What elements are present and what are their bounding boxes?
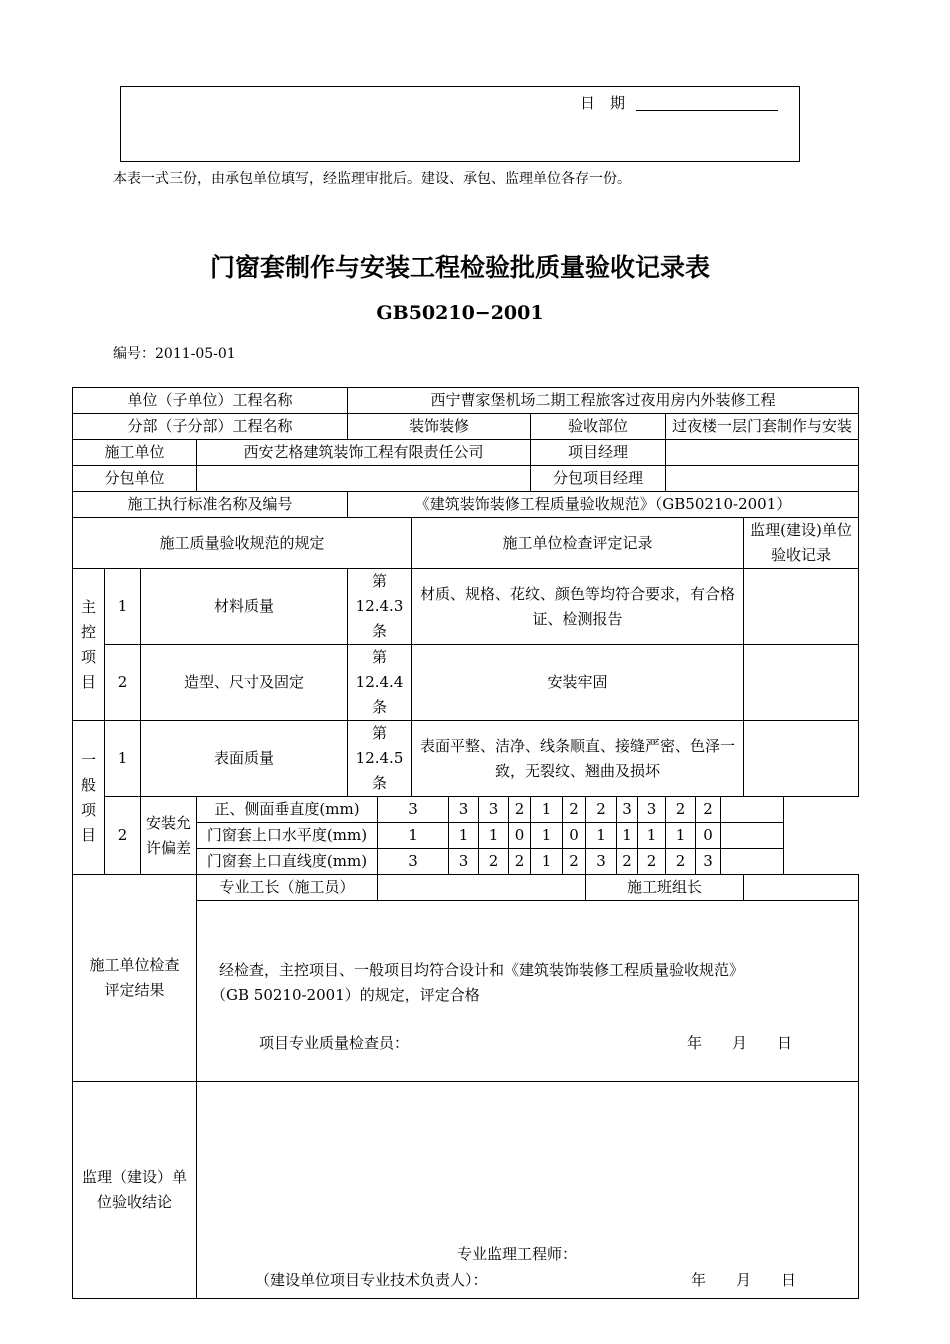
measured-value: 3 (449, 849, 479, 875)
measured-value: 1 (449, 823, 479, 849)
measured-value: 2 (617, 849, 638, 875)
form-number: 编号：2011-05-01 (113, 346, 236, 362)
top-signature-box (120, 86, 800, 162)
measured-value: 1 (531, 823, 563, 849)
measured-value: 1 (638, 823, 666, 849)
result-content (197, 901, 859, 1082)
tolerance-supervision (721, 849, 784, 875)
std-label: 施工执行标准名称及编号 (73, 492, 348, 518)
measured-value: 1 (531, 849, 563, 875)
tolerance-supervision (721, 797, 784, 823)
measured-value: 3 (696, 849, 721, 875)
general-item-no: 1 (105, 721, 141, 797)
general-item-no: 2 (105, 797, 141, 875)
contractor-value: 西安艺格建筑装饰工程有限责任公司 (197, 440, 531, 466)
main-item-no: 1 (105, 569, 141, 645)
measured-value: 0 (509, 823, 531, 849)
measured-value: 1 (666, 823, 696, 849)
measured-value: 1 (586, 823, 617, 849)
conclusion-date: 年 月 日 (691, 1271, 797, 1289)
measured-value: 2 (696, 797, 721, 823)
measured-value: 3 (479, 797, 509, 823)
measured-value: 2 (666, 797, 696, 823)
unit-label: 单位（子单位）工程名称 (73, 388, 348, 414)
header-spec: 施工质量验收规范的规定 (73, 518, 412, 569)
engineer-label: 专业监理工程师： (457, 1245, 578, 1263)
measured-value: 2 (563, 797, 586, 823)
std-value: 《建筑装饰装修工程质量验收规范》（GB50210-2001） (348, 492, 859, 518)
main-item-no: 2 (105, 645, 141, 721)
tolerance-allow: 1 (378, 823, 449, 849)
sub-value: 装饰装修 (348, 414, 531, 440)
tolerance-allow: 3 (378, 797, 449, 823)
date-line (636, 110, 778, 111)
foreman-label: 专业工长（施工员） (197, 875, 378, 901)
measured-value: 0 (563, 823, 586, 849)
tolerance-label: 安装允许偏差 (141, 797, 197, 875)
measured-value: 2 (586, 797, 617, 823)
measured-value: 0 (696, 823, 721, 849)
page-title: 门窗套制作与安装工程检验批质量验收记录表 (209, 253, 710, 282)
main-item-supervision (744, 569, 859, 645)
tolerance-name: 正、侧面垂直度(mm) (197, 797, 378, 823)
contractor-label: 施工单位 (73, 440, 197, 466)
header-supervision: 监理(建设)单位验收记录 (744, 518, 859, 569)
tolerance-name: 门窗套上口直线度(mm) (197, 849, 378, 875)
result-text-2: （GB 50210-2001）的规定，评定合格 (211, 986, 480, 1004)
header-check: 施工单位检查评定记录 (412, 518, 744, 569)
tolerance-allow: 3 (378, 849, 449, 875)
measured-value: 2 (638, 849, 666, 875)
measured-value: 1 (617, 823, 638, 849)
result-label-text: 施工单位检查评定结果 (89, 956, 180, 999)
measured-value: 3 (617, 797, 638, 823)
main-item-name: 造型、尺寸及固定 (141, 645, 348, 721)
measured-value: 1 (479, 823, 509, 849)
team-label: 施工班组长 (586, 875, 744, 901)
tolerance-supervision (721, 823, 784, 849)
subcontractor-label: 分包单位 (73, 466, 197, 492)
result-label (73, 875, 197, 1082)
part-label: 验收部位 (531, 414, 666, 440)
conclusion-label (73, 1082, 197, 1299)
main-item-supervision (744, 645, 859, 721)
general-item-name: 表面质量 (141, 721, 348, 797)
result-date: 年 月 日 (687, 1034, 793, 1052)
main-item-clause: 第 12.4.4 条 (348, 645, 412, 721)
general-item-supervision (744, 721, 859, 797)
measured-value: 1 (531, 797, 563, 823)
sub-label: 分部（子分部）工程名称 (73, 414, 348, 440)
sub-pm-value (666, 466, 859, 492)
team-value (744, 875, 859, 901)
owner-rep-label: （建设单位项目专业技术负责人）： (255, 1271, 488, 1289)
main-item-name: 材料质量 (141, 569, 348, 645)
measured-value: 3 (449, 797, 479, 823)
main-item-clause: 第 12.4.3 条 (348, 569, 412, 645)
main-item-record: 安装牢固 (412, 645, 744, 721)
foreman-value (378, 875, 586, 901)
measured-value: 2 (509, 849, 531, 875)
inspection-table (72, 387, 859, 1299)
unit-value: 西宁曹家堡机场二期工程旅客过夜用房内外装修工程 (348, 388, 859, 414)
sub-pm-label: 分包项目经理 (531, 466, 666, 492)
main-item-record: 材质、规格、花纹、颜色等均符合要求，有合格证、检测报告 (412, 569, 744, 645)
conclusion-content (197, 1082, 859, 1299)
tolerance-name: 门窗套上口水平度(mm) (197, 823, 378, 849)
pm-value (666, 440, 859, 466)
general-group-label: 一般项目 (73, 721, 105, 875)
measured-value: 3 (586, 849, 617, 875)
subcontractor-value (197, 466, 531, 492)
inspector-label: 项目专业质量检查员： (259, 1034, 410, 1052)
measured-value: 2 (479, 849, 509, 875)
measured-value: 2 (563, 849, 586, 875)
standard-code: GB50210−2001 (376, 302, 544, 324)
pm-label: 项目经理 (531, 440, 666, 466)
measured-value: 2 (666, 849, 696, 875)
conclusion-label-text: 监理（建设）单位验收结论 (81, 1168, 187, 1211)
result-text-1: 经检查，主控项目、一般项目均符合设计和《建筑装饰装修工程质量验收规范》 (219, 961, 745, 979)
main-group-label: 主控项目 (73, 569, 105, 721)
measured-value: 3 (638, 797, 666, 823)
general-item-clause: 第 12.4.5 条 (348, 721, 412, 797)
measured-value: 2 (509, 797, 531, 823)
general-item-record: 表面平整、洁净、线条顺直、接缝严密、色泽一致，无裂纹、翘曲及损坏 (412, 721, 744, 797)
date-label: 日 期 (580, 94, 626, 112)
part-value: 过夜楼一层门套制作与安装 (666, 414, 859, 440)
copies-note: 本表一式三份，由承包单位填写，经监理审批后。建设、承包、监理单位各存一份。 (113, 171, 631, 187)
